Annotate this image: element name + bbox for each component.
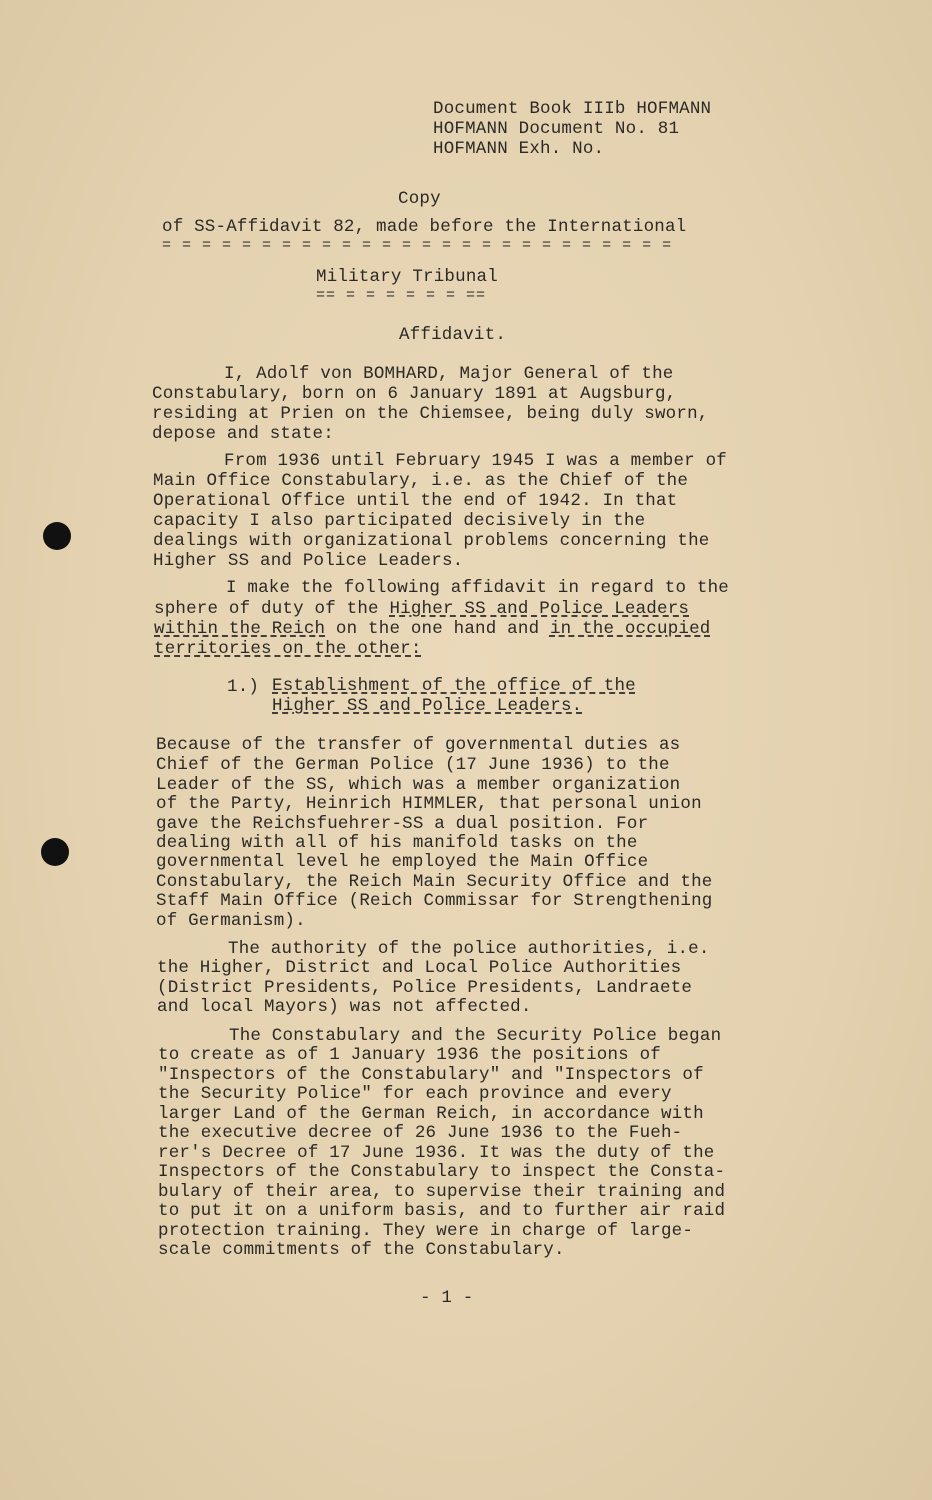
p2-line-5: dealings with organizational problems concerning the	[153, 531, 710, 551]
p4-line-10: of Germanism).	[156, 911, 306, 931]
p4-line-9: Staff Main Office (Reich Commissar for Strengthening	[156, 891, 713, 911]
title-line-2-rule: == = = = = = = ==	[316, 287, 487, 304]
p6-line-12: scale commitments of the Constabulary.	[158, 1240, 565, 1260]
p6-line-11: protection training. They were in charge of large-	[158, 1221, 694, 1241]
copy-label: Copy	[398, 189, 441, 209]
p6-line-2: to create as of 1 January 1936 the positions of	[158, 1045, 661, 1065]
p2-line-4: capacity I also participated decisively in the	[153, 511, 646, 531]
punch-hole-upper	[43, 522, 71, 550]
p5-line-1: The authority of the police authorities, i.e.	[228, 939, 710, 959]
p3-line-1: I make the following affidavit in regard to the	[226, 578, 729, 598]
title-line-1: of SS-Affidavit 82, made before the International	[162, 217, 687, 237]
p1-line-1: I, Adolf von BOMHARD, Major General of the	[224, 364, 674, 384]
header-line-2: HOFMANN Document No. 81	[433, 119, 680, 139]
header-line-1: Document Book IIIb HOFMANN	[433, 99, 712, 119]
p2-line-1: From 1936 until February 1945 I was a member of	[224, 451, 727, 471]
p2-line-6: Higher SS and Police Leaders.	[153, 551, 464, 571]
p4-line-1: Because of the transfer of governmental duties as	[156, 735, 681, 755]
p3-line-3-text: on the one hand and	[325, 619, 550, 639]
p5-line-2: the Higher, District and Local Police Authorities	[157, 958, 682, 978]
p3-line-2-text: sphere of duty of the	[154, 599, 390, 619]
p6-line-9: bulary of their area, to supervise their training and	[158, 1182, 726, 1202]
p6-line-4: the Security Police" for each province and every	[158, 1084, 672, 1104]
p4-line-4: of the Party, Heinrich HIMMLER, that personal union	[156, 794, 702, 814]
page-number: - 1 -	[420, 1288, 474, 1308]
p1-line-3: residing at Prien on the Chiemsee, being duly sworn,	[152, 404, 709, 424]
occupied-underlined: in the occupied	[549, 619, 711, 639]
section-1-title-line-1: Establishment of the office of the	[272, 676, 636, 696]
p1-line-2: Constabulary, born on 6 January 1891 at Augsburg,	[152, 384, 677, 404]
p6-line-8: Inspectors of the Constabulary to inspect the Consta-	[158, 1162, 726, 1182]
p3-line-2	[154, 600, 689, 620]
p6-line-3: "Inspectors of the Constabulary" and "Inspectors of	[158, 1065, 704, 1085]
p6-line-5: larger Land of the German Reich, in accordance with	[158, 1104, 704, 1124]
title-line-1-rule: = = = = = = = = = = = = = = = = = = = = = = = = = =	[162, 237, 673, 254]
p1-line-4: depose and state:	[152, 424, 334, 444]
p2-line-2: Main Office Constabulary, i.e. as the Chief of the	[153, 471, 689, 491]
p4-line-6: dealing with all of his manifold tasks on the	[156, 833, 638, 853]
header-line-3: HOFMANN Exh. No.	[433, 139, 605, 159]
title-line-2: Military Tribunal	[316, 267, 498, 287]
p6-line-10: to put it on a uniform basis, and to further air raid	[158, 1201, 726, 1221]
p3-line-4: territories on the other:	[154, 639, 422, 659]
p2-line-3: Operational Office until the end of 1942. In that	[153, 491, 678, 511]
affidavit-heading: Affidavit.	[399, 325, 507, 345]
p4-line-8: Constabulary, the Reich Main Security Office and the	[156, 872, 713, 892]
p3-line-3	[154, 620, 711, 640]
p5-line-3: (District Presidents, Police Presidents, Landraete	[157, 978, 693, 998]
p6-line-7: rer's Decree of 17 June 1936. It was the duty of the	[158, 1143, 715, 1163]
p5-line-4: and local Mayors) was not affected.	[157, 997, 532, 1017]
within-reich-underlined: within the Reich	[154, 619, 326, 639]
section-1-number: 1.)	[227, 677, 260, 697]
p4-line-2: Chief of the German Police (17 June 1936) to the	[156, 755, 670, 775]
p6-line-1: The Constabulary and the Security Police began	[229, 1026, 722, 1046]
punch-hole-lower	[41, 838, 69, 866]
p4-line-5: gave the Reichsfuehrer-SS a dual position. For	[156, 814, 649, 834]
p6-line-6: the executive decree of 26 June 1936 to the Fueh-	[158, 1123, 683, 1143]
p4-line-7: governmental level he employed the Main Office	[156, 852, 649, 872]
higher-ss-police-leaders-underlined: Higher SS and Police Leaders	[389, 599, 690, 619]
p4-line-3: Leader of the SS, which was a member organization	[156, 775, 681, 795]
section-1-title-line-2: Higher SS and Police Leaders.	[272, 696, 583, 716]
